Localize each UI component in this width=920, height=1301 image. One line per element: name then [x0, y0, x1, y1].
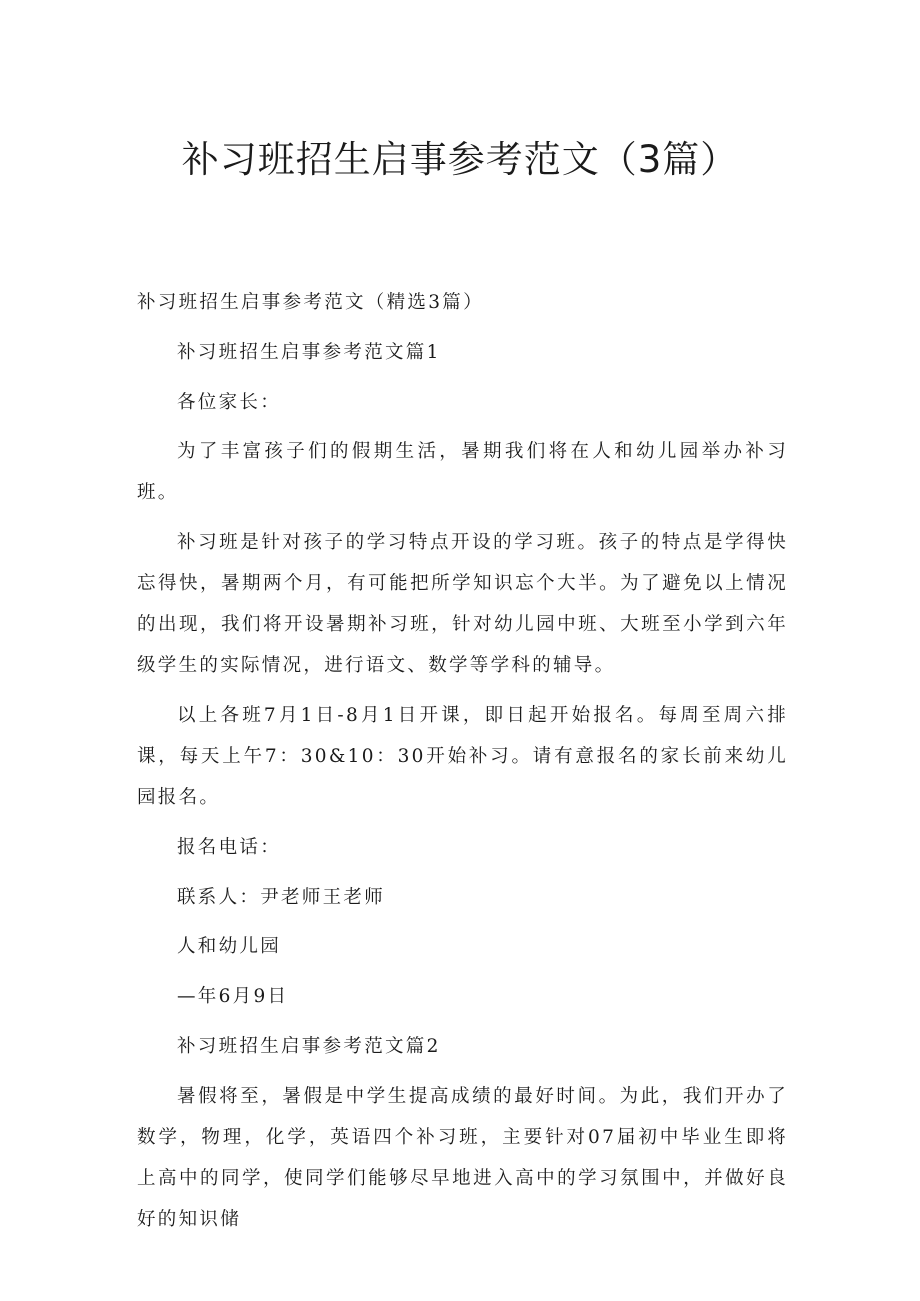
paragraph-salutation: 各位家长：	[177, 391, 282, 413]
paragraph-section2-body: 暑假将至，暑假是中学生提高成绩的最好时间。为此，我们开办了数学，物理，化学，英语四个补习班，主要针对07届初中毕业生即将上高中的同学，使同学们能够尽早地进入高中的学习氛围中，并做好良好的知识储	[137, 1085, 788, 1230]
paragraph-section-heading-2: 补习班招生启事参考范文篇2	[177, 1035, 441, 1057]
document-body	[137, 282, 788, 1249]
paragraph-subtitle: 补习班招生启事参考范文（精选3篇）	[137, 292, 484, 313]
paragraph-date: —年6月9日	[177, 986, 289, 1008]
paragraph-intro: 为了丰富孩子们的假期生活，暑期我们将在人和幼儿园举办补习班。	[137, 441, 788, 504]
paragraph-description: 补习班是针对孩子的学习特点开设的学习班。孩子的特点是学得快忘得快，暑期两个月，有可能把所学知识忘个大半。为了避免以上情况的出现，我们将开设暑期补习班，针对幼儿园中班、大班至小学到六年级学生的实际情况，进行语文、数学等学科的辅导。	[137, 532, 788, 677]
paragraph-schedule: 以上各班7月1日-8月1日开课，即日起开始报名。每周至周六排课，每天上午7：30&10：30开始补习。请有意报名的家长前来幼儿园报名。	[137, 704, 788, 808]
paragraph-contact: 联系人：尹老师王老师	[177, 886, 386, 908]
document-title: 补习班招生启事参考范文（3篇）	[181, 138, 739, 181]
paragraph-section-heading-1: 补习班招生启事参考范文篇1	[177, 341, 441, 363]
paragraph-phone: 报名电话：	[177, 836, 282, 858]
paragraph-organization: 人和幼儿园	[177, 936, 282, 958]
